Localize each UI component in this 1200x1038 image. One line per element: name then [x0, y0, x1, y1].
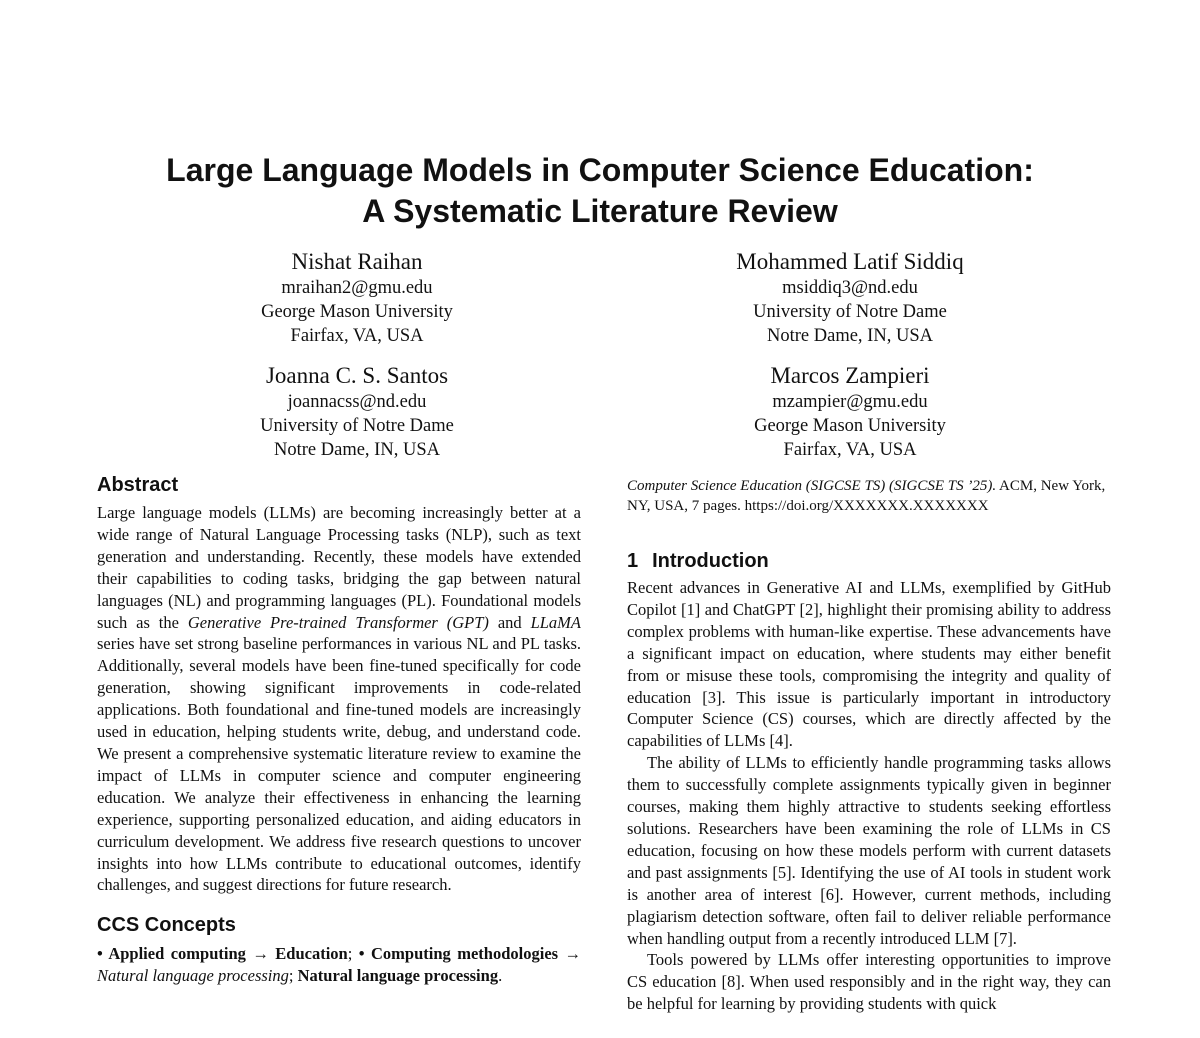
author-name: Nishat Raihan — [291, 249, 423, 274]
author-name: Mohammed Latif Siddiq — [736, 249, 964, 274]
llama-term: LLaMA — [530, 612, 581, 632]
author-name: Marcos Zampieri — [770, 363, 930, 388]
author-location: Notre Dame, IN, USA — [274, 440, 440, 460]
author-email: mzampier@gmu.edu — [772, 392, 928, 412]
intro-paragraph-3: Tools powered by LLMs offer interesting opportunities to improve CS education [8]. When used responsibly and in the right way, they can be helpful for learning by providing students with quick — [627, 950, 1111, 1014]
author-location: Fairfax, VA, USA — [290, 326, 424, 346]
author-block-4 — [620, 362, 1080, 462]
author-block-1 — [127, 248, 587, 348]
section-title: Introduction — [652, 550, 769, 572]
author-email: mraihan2@gmu.edu — [281, 278, 433, 298]
title-line-2: A Systematic Literature Review — [362, 193, 838, 229]
introduction-heading — [627, 548, 1111, 574]
author-affiliation: University of Notre Dame — [753, 302, 947, 322]
author-location: Notre Dame, IN, USA — [767, 326, 933, 346]
author-block-3 — [127, 362, 587, 462]
paper-title — [0, 150, 1200, 232]
intro-paragraph-1: Recent advances in Generative AI and LLMs, exemplified by GitHub Copilot [1] and ChatGPT [2], highlight their promising ability to address complex problems with human-like expertise. These advancements have a significant impact on education, where students may either benefit from or misuse these tools, compromising the integrity and quality of education [3]. This issue is particularly important in introductory Computer Science (CS) courses, which are directly affected by the capabilities of LLMs [4]. — [627, 578, 1111, 751]
ccs-heading: CCS Concepts — [97, 914, 236, 937]
author-affiliation: George Mason University — [754, 416, 946, 436]
acm-reference-format: Computer Science Education (SIGCSE TS) (SIGCSE TS ’25). ACM, New York, NY, USA, 7 pages. https://doi.org/XXXXXXX.XXXXXXX — [627, 478, 1106, 514]
author-email: joannacss@nd.edu — [287, 392, 427, 412]
section-number: 1 — [627, 550, 639, 572]
abstract-heading: Abstract — [97, 474, 179, 496]
right-column — [627, 476, 1111, 1015]
abstract-text: Large language models (LLMs) are becoming increasingly better at a wide range of Natural Language Processing tasks (NLP), such as text generation and understanding. Recently, these models have extended their capabilities to coding tasks, bridging the gap between natural languages (NL) and programming languages (PL). Foundational models such as the Generative Pre-trained Transformer (GPT) and LLaMA series have set strong baseline performances in various NL and PL tasks. Additionally, several models have been fine-tuned specifically for code generation, showing significant improvements in code-related applications. Both foundational and fine-tuned models are increasingly used in education, helping students write, debug, and understand code. We present a comprehensive systematic literature review to examine the impact of LLMs in computer science and computer engineering education. We analyze their effectiveness in enhancing the learning experience, supporting personalized education, and aiding educators in curriculum development. We address five research questions to uncover insights into how LLMs contribute to educational outcomes, identify challenges, and suggest directions for future research. — [97, 503, 581, 895]
title-line-1: Large Language Models in Computer Science Education: — [166, 152, 1034, 188]
author-affiliation: George Mason University — [261, 302, 453, 322]
author-name: Joanna C. S. Santos — [265, 363, 449, 388]
gpt-term: Generative Pre-trained Transformer (GPT) — [187, 612, 489, 632]
ccs-concepts: • Applied computing → Education; • Computing methodologies → Natural language processing; Natural language processing. — [97, 944, 582, 986]
author-location: Fairfax, VA, USA — [783, 440, 917, 460]
author-block-2 — [620, 248, 1080, 348]
intro-paragraph-2: The ability of LLMs to efficiently handle programming tasks allows them to successfully complete assignments typically given in beginner courses, making them highly attractive to students seeking effortless solutions. Researchers have been examining the role of LLMs in CS education, focusing on how these models perform with current datasets and past assignments [5]. Identifying the use of AI tools in student work is another area of interest [6]. However, current methods, including plagiarism detection software, often fail to deliver reliable performance when handling output from a recently introduced LLM [7]. — [627, 753, 1111, 948]
left-column — [97, 472, 581, 987]
author-affiliation: University of Notre Dame — [260, 416, 454, 436]
author-email: msiddiq3@nd.edu — [782, 278, 918, 298]
